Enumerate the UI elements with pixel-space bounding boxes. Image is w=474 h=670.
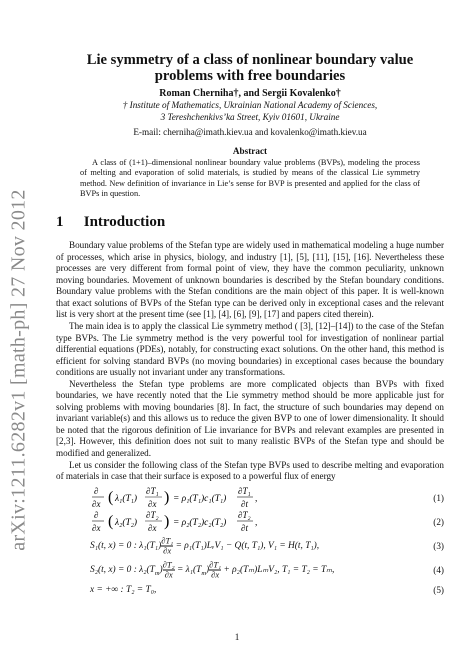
affiliation-line-1: † Institute of Mathematics, Ukrainian National Academy of Sciences, — [122, 100, 378, 110]
svg-text:λ₂(T₂): λ₂(T₂) — [115, 517, 138, 528]
paragraph: Let us consider the following class of the Stefan type BVPs used to describe melting and evaporation of materials in case that their surface is exposed to a powerful flux of energy — [56, 459, 444, 482]
equation-3-formula: S₁(t, x) = 0 : λ₁(T₁) $\frac{\text{∂T₁}}{\partial x}$ = ρ₁(T₁)LᵥV₁ − Q(t, T₁), V₁ = H(t, T₁), — [90, 535, 320, 556]
svg-text:= ρ₁(T₁)c₁(T₁): = ρ₁(T₁)c₁(T₁) — [173, 493, 227, 504]
equation-1 — [56, 486, 444, 510]
svg-text:∂t: ∂t — [241, 522, 248, 533]
section-title: Introduction — [83, 214, 166, 231]
title-line-2: problems with free boundaries — [154, 68, 346, 84]
paragraph: Nevertheless the Stefan type problems are more complicated objects than BVPs with fixed boundaries, we have recently noted that the Lie symmetry method should be more applicable just for solving problems with moving boundaries [8]. In fact, the structure of such boundaries may depend on invariant variable(s) and this allows us to reduce the given BVP to one of lower dimensionality. It should be noted that the rigorous definition of Lie invariance for BVPs and relevant examples are presented in [2,3]. However, this definition does not suit to many realistic BVPs of the Stefan type and should be modified and generalized. — [56, 378, 444, 459]
arxiv-id-text: arXiv:1211.6282v1 [math-ph] 27 Nov 2012 — [7, 189, 30, 551]
paper-title — [56, 52, 444, 84]
svg-text:∂T₂: ∂T₂ — [146, 509, 159, 520]
equation-4-lhs: S₂(t, x) = 0 : — [90, 564, 137, 575]
svg-text:∂t: ∂t — [241, 498, 248, 509]
svg-text:∂T₂: ∂T₂ — [238, 509, 251, 520]
abstract-heading: Abstract — [232, 146, 268, 156]
equation-number: (4) — [433, 564, 444, 575]
paragraph: Boundary value problems of the Stefan type are widely used in mathematical modeling a huge number of processes, which arise in physics, biology, and industry [1], [5], [11], [15], [16]. Nevertheless these processes are very different from formal point of view, they have the common peculiarity, unknown moving boundaries. Movement of unknown boundaries is described by the Stefan boundary conditions. Boundary value problems with the Stefan conditions are the main object of this paper. It is well-known that exact solutions of BVPs of the Stefan type can be derived only in exceptional cases and the relevant list is very short at the present time (see [1], [4], [6], [9], [17] and papers cited therein). — [56, 240, 444, 320]
svg-text:): ) — [164, 488, 170, 506]
section-number: 1 — [56, 214, 64, 231]
equation-number: (3) — [433, 540, 444, 551]
section-heading — [56, 214, 444, 231]
svg-text:∂T₁: ∂T₁ — [238, 485, 251, 496]
email-line: E-mail: cherniha@imath.kiev.ua and kovalenko@imath.kiev.ua — [133, 127, 367, 137]
equation-5-formula: x = +∞ : T₂ = T₀, — [90, 584, 157, 595]
equation-number: (2) — [433, 516, 444, 527]
svg-text:∂: ∂ — [94, 509, 99, 520]
svg-text:∂x: ∂x — [92, 522, 101, 533]
svg-text:,: , — [255, 493, 258, 504]
svg-text:,: , — [255, 517, 258, 528]
equation-3-lhs: S₁(t, x) = 0 : — [90, 540, 137, 551]
equation-4-formula: S₂(t, x) = 0 : $\lambda_2(T_m)$ $\frac{\text{∂T₂}}{\partial x}$ = $\lambda_1(T_m)$ $\frac{\text{∂T₁}}{\partial x}$ + ρ₂(Tₘ)LₘV₂, T₁ = T₂ = Tₘ, — [90, 559, 335, 580]
equation-2-formula — [90, 509, 290, 535]
equation-4 — [56, 558, 444, 582]
svg-text:(: ( — [108, 488, 114, 506]
svg-text:∂x: ∂x — [148, 498, 157, 509]
equation-3-rhs: = ρ₁(T₁)LᵥV₁ − Q(t, T₁), V₁ = H(t, T₁), — [175, 540, 320, 551]
equations — [56, 486, 444, 598]
section-body — [56, 240, 444, 482]
equation-4-rhs: + ρ₂(Tₘ)LₘV₂, T₁ = T₂ = Tₘ, — [223, 564, 335, 575]
equation-number: (1) — [433, 492, 444, 503]
svg-text:= ρ₂(T₂)c₂(T₂): = ρ₂(T₂)c₂(T₂) — [173, 517, 227, 528]
authors: Roman Cherniha†, and Sergii Kovalenko† — [159, 88, 341, 99]
svg-text:∂x: ∂x — [148, 522, 157, 533]
abstract-text: A class of (1+1)–dimensional nonlinear boundary value problems (BVPs), modeling the process of melting and evaporation of solid materials, is studied by means of the classical Lie symmetry method. New definition of invariance in Lie’s sense for BVP is presented and applied for the class of BVPs in question. — [80, 158, 420, 198]
equation-2 — [56, 510, 444, 534]
svg-text:λ₁(T₁): λ₁(T₁) — [115, 493, 138, 504]
svg-text:∂T₁: ∂T₁ — [146, 485, 159, 496]
affiliation-line-2: 3 Tereshchenkivs’ka Street, Kyiv 01601, Ukraine — [160, 111, 340, 122]
svg-text:): ) — [164, 512, 170, 530]
paragraph: The main idea is to apply the classical Lie symmetry method ( [3], [12]–[14]) to the case of the Stefan type BVPs. The Lie symmetry method is the very powerful tool for investigation of nonlinear partial differential equations (PDEs), notably, for constructing exact solutions. On the other hand, this method is efficient for solving standard BVPs (no moving boundaries) in exceptional cases because the boundary conditions are usually not invariant under any transformations. — [56, 321, 444, 378]
title-line-1: Lie symmetry of a class of nonlinear boundary value — [86, 52, 414, 68]
svg-text:∂: ∂ — [94, 485, 99, 496]
paper-page — [56, 52, 444, 598]
page-number: 1 — [234, 632, 240, 642]
arxiv-identifier-stamp — [2, 120, 36, 620]
svg-text:(: ( — [108, 512, 114, 530]
svg-text:∂x: ∂x — [92, 498, 101, 509]
affiliation — [56, 100, 444, 123]
equation-number: (5) — [433, 584, 444, 595]
equation-3 — [56, 534, 444, 558]
equation-1-formula — [90, 485, 290, 511]
equation-5 — [56, 582, 444, 598]
